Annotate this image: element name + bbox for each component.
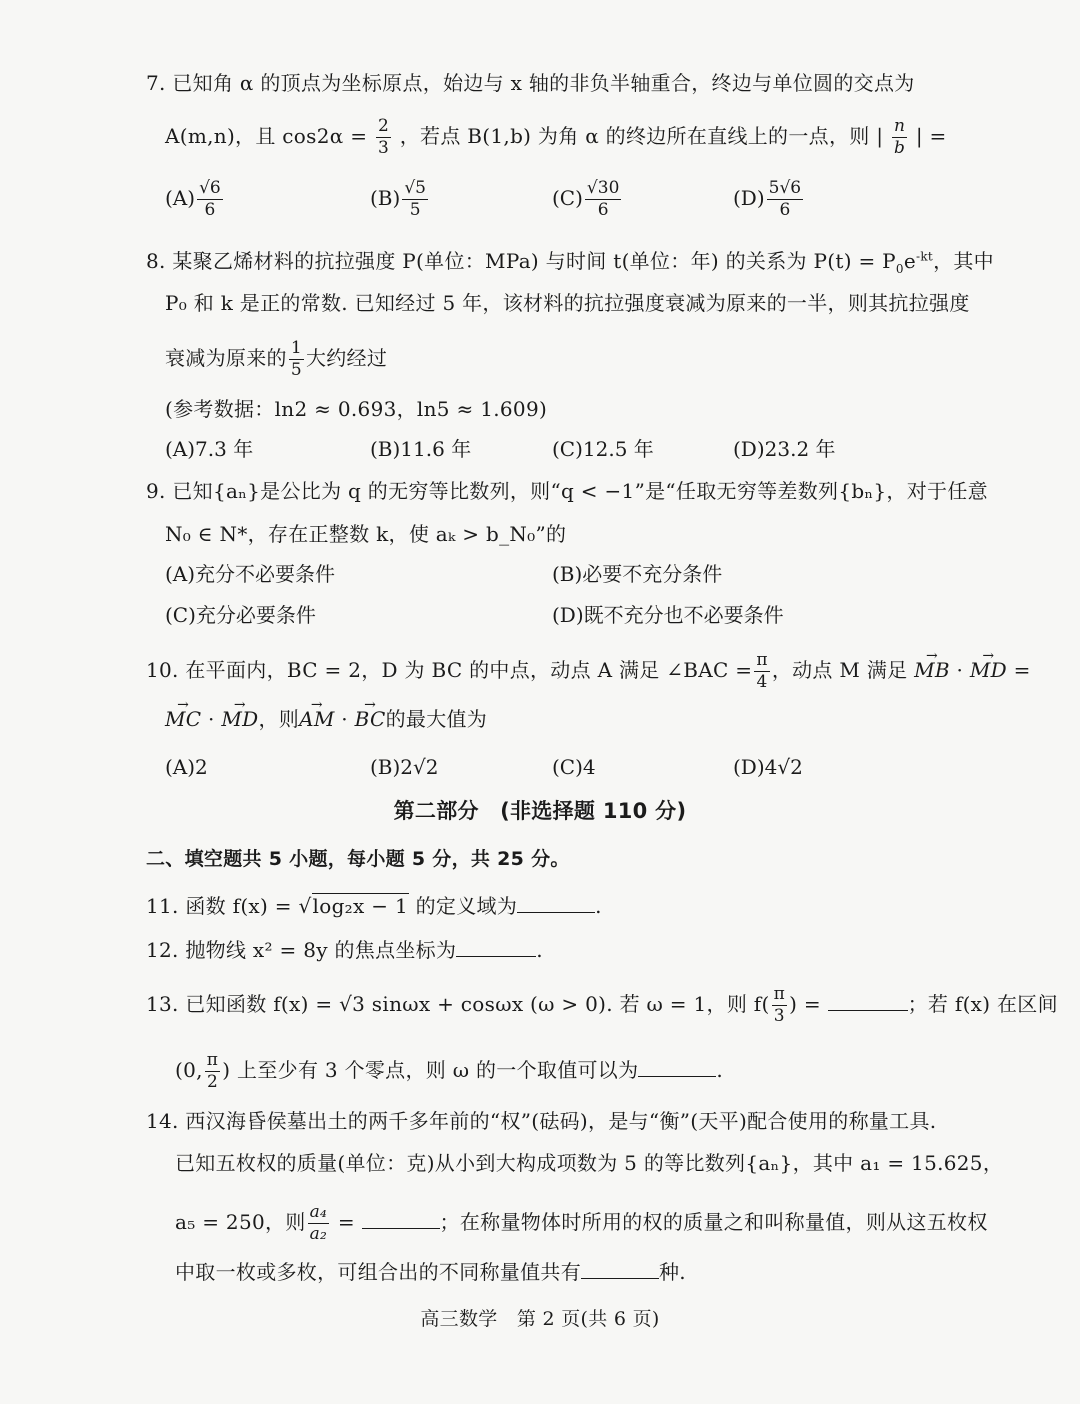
vector-md: → MD [970,657,1007,683]
q8-option-a: (A)7.3 年 [165,437,254,461]
q7-option-d: (D) $\frac{5√6}{6}$ [733,178,802,220]
q13-answer-blank-2[interactable] [638,1056,716,1077]
q7-text-b: ，若点 B(1,b) 为角 α 的终边所在直线上的一点，则 | [399,124,884,148]
q13-fraction-1: $\frac{\pi}{3}$ [773,984,786,1026]
q14-answer-blank-1[interactable] [362,1208,440,1229]
q7-line2 [165,118,947,157]
q10-option-a: (A)2 [165,755,208,779]
q9-option-a: (A)充分不必要条件 [165,562,336,586]
q14-fraction: $\frac{\text{a₄}}{\text{a₂}}$ [309,1202,328,1244]
vector-md-2: → MD [221,706,258,732]
q8-option-d: (D)23.2 年 [733,437,836,461]
q9-option-c: (C)充分必要条件 [165,603,316,627]
q9-option-b: (B)必要不充分条件 [552,562,723,586]
vector-mb: → MB [914,657,950,683]
q7-text-c: | = [915,124,947,148]
q8-fraction: $\frac{1}{5}$ [290,338,302,380]
q10-option-d: (D)4√2 [733,755,803,779]
q9-line2: N₀ ∈ N*，存在正整数 k，使 aₖ > b_N₀”的 [165,522,567,546]
q12-answer-blank[interactable] [456,936,536,957]
q12-line: 12. 抛物线 x² = 8y 的焦点坐标为 . [146,938,543,962]
q9-line1: 9. 已知{aₙ}是公比为 q 的无穷等比数列，则“q < −1”是“任取无穷等差数列{bₙ}，对于任意 [146,479,988,503]
q7-option-a: (A) $\frac{√6}{6}$ [165,178,221,220]
q14-line2: 已知五枚权的质量(单位：克)从小到大构成项数为 5 的等比数列{aₙ}，其中 a₁ = 15.625， [175,1151,1004,1175]
q14-line3: a₅ = 250，则 $\frac{\text{a₄}}{\text{a₂}}$ = ；在称量物体时所用的权的质量之和叫称量值，则从这五枚权 [175,1202,988,1244]
q10-line2: → MC · → MD，则→ AM · → BC的最大值为 [165,706,487,732]
q14-line4: 中取一枚或多枚，可组合出的不同称量值共有 种. [175,1260,686,1284]
q7-option-b: (B) $\frac{√5}{5}$ [370,178,426,220]
vector-bc: → BC [355,706,386,732]
q10-option-c: (C)4 [552,755,596,779]
q10-option-b: (B)2√2 [370,755,439,779]
part-two-heading: 第二部分 (非选择题 110 分) [393,799,687,823]
q8-option-b: (B)11.6 年 [370,437,472,461]
vector-mc: → MC [165,706,201,732]
q10-fraction: $\frac{\pi}{4}$ [756,650,768,692]
page-footer: 高三数学 第 2 页(共 6 页) [420,1308,660,1330]
q11-answer-blank[interactable] [517,892,595,913]
q13-line1: 13. 已知函数 f(x) = √3 sinωx + cosωx (ω > 0). 若 ω = 1，则 f( $\frac{\pi}{3}$ ) = ；若 f(x) 在区间 [146,984,1058,1026]
q7-text-a: A(m,n)，且 cos2α = [165,124,368,148]
q14-line1: 14. 西汉海昏侯墓出土的两千多年前的“权”(砝码)，是与“衡”(天平)配合使用的称量工具. [146,1109,937,1133]
q8-reference-data: (参考数据：ln2 ≈ 0.693，ln5 ≈ 1.609) [165,397,548,421]
q8-line1: 8. 某聚乙烯材料的抗拉强度 P(单位：MPa) 与时间 t(单位：年) 的关系为 $P(t) = P_0e^{-kt}$，其中 [146,249,994,276]
q7-line1: 7. 已知角 α 的顶点为坐标原点，始边与 x 轴的非负半轴重合，终边与单位圆的交点为 [146,71,915,95]
q8-line2: P₀ 和 k 是正的常数. 已知经过 5 年，该材料的抗拉强度衰减为原来的一半，则其抗拉强度 [165,291,970,315]
q7-n-over-b: $\frac{n}{b}$ [893,116,906,158]
q8-option-c: (C)12.5 年 [552,437,654,461]
q13-fraction-2: $\frac{\pi}{2}$ [206,1050,219,1092]
q14-answer-blank-2[interactable] [581,1258,659,1279]
q10-line1: 10. 在平面内，BC = 2，D 为 BC 的中点，动点 A 满足 ∠BAC = $\frac{\pi}{4}$ ，动点 M 满足 → MB · → MD = [146,652,1031,691]
q7-fraction: $\frac{2}{3}$ [377,116,390,158]
q8-line3: 衰减为原来的 $\frac{1}{5}$ 大约经过 [165,338,388,380]
q9-option-d: (D)既不充分也不必要条件 [552,603,784,627]
q11-line: 11. 函数 f(x) = √log₂x − 1 的定义域为 . [146,894,602,918]
q13-answer-blank-1[interactable] [828,990,908,1011]
q11-radicand: log₂x − 1 [312,894,408,918]
vector-am: → AM [299,706,335,732]
section-two-heading: 二、填空题共 5 小题，每小题 5 分，共 25 分。 [146,848,570,870]
q13-line2: (0, $\frac{\pi}{2}$ ) 上至少有 3 个零点，则 ω 的一个取值可以为 . [175,1050,724,1092]
q7-option-c: (C) $\frac{√30}{6}$ [552,178,620,220]
